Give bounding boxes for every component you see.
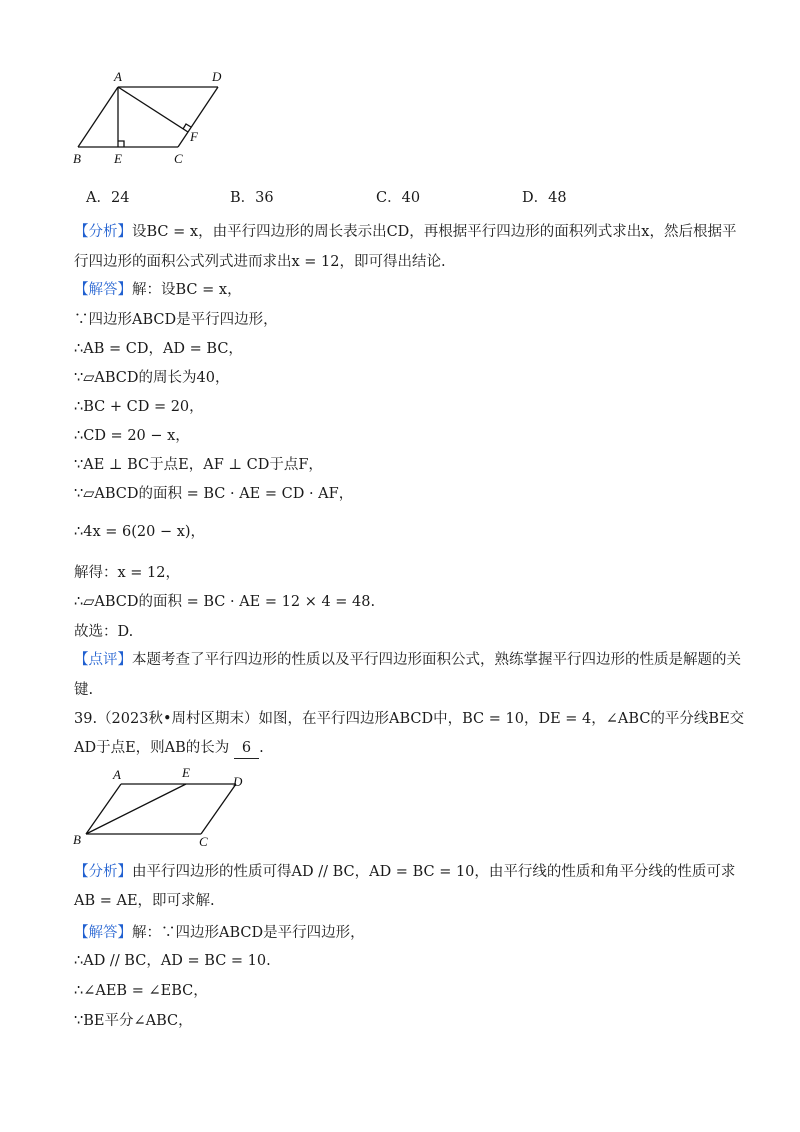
analysis-2-line-2: AB = AE，即可求解. — [74, 893, 215, 909]
choice-c: C．40 — [376, 190, 421, 206]
choice-a: A．24 — [86, 190, 130, 206]
solution-tag: 【解答】 — [74, 282, 132, 298]
solution-1-line-3: ∴AB = CD，AD = BC， — [74, 341, 243, 357]
answer-blank: 6 — [234, 738, 259, 759]
altitude-af — [118, 87, 188, 132]
label-f: F — [190, 129, 198, 144]
comment-tag: 【点评】 — [74, 652, 132, 668]
segment-ab — [86, 784, 121, 834]
label-a: A — [113, 767, 121, 782]
solution-1-line-2: ∵四边形ABCD是平行四边形， — [74, 312, 278, 328]
label-e: E — [182, 765, 190, 780]
solution-1-line-5: ∴BC + CD = 20， — [74, 399, 204, 415]
right-angle-mark-e — [118, 141, 124, 147]
label-d: D — [233, 774, 243, 789]
segment-dc — [178, 87, 218, 147]
solution-2-line-2: ∴AD // BC，AD = BC = 10. — [74, 953, 271, 969]
solution-2-line-1: 【解答】解：∵四边形ABCD是平行四边形， — [74, 925, 365, 941]
segment-ab — [78, 87, 118, 147]
solution-1-line-4: ∵▱ABCD的周长为40， — [74, 370, 230, 386]
solution-1-line-7: ∵AE ⊥ BC于点E，AF ⊥ CD于点F， — [74, 457, 323, 473]
comment-line-1: 【点评】本题考查了平行四边形的性质以及平行四边形面积公式，熟练掌握平行四边形的性质是解题的关 — [74, 652, 741, 668]
choice-d: D．48 — [522, 190, 567, 206]
bisector-be — [86, 784, 186, 834]
solution-1-line-1: 【解答】解：设BC = x， — [74, 282, 242, 298]
problem-39-line-1: 39.（2023秋•周村区期末）如图，在平行四边形ABCD中，BC = 10，DE = 4，∠ABC的平分线BE交 — [74, 711, 745, 727]
solution-2-line-4: ∵BE平分∠ABC， — [74, 1013, 193, 1029]
solution-1-line-9: ∴4x = 6(20 − x)， — [74, 524, 206, 540]
analysis-2-line-1: 【分析】由平行四边形的性质可得AD // BC，AD = BC = 10，由平行线的性质和角平分线的性质可求 — [74, 864, 736, 880]
label-d: D — [212, 69, 222, 84]
label-b: B — [73, 151, 81, 166]
problem-39-line-2: AD于点E，则AB的长为 6 . — [74, 738, 740, 759]
label-e: E — [114, 151, 122, 166]
solution-1-line-12: 故选：D. — [74, 624, 134, 640]
label-a: A — [114, 69, 122, 84]
solution-1-line-10: 解得：x = 12， — [74, 565, 180, 581]
segment-dc — [201, 784, 236, 834]
comment-line-2: 键. — [74, 682, 94, 698]
analysis-1-line-1: 【分析】设BC = x，由平行四边形的周长表示出CD，再根据平行四边形的面积列式求出x，然后根据平 — [74, 224, 737, 240]
analysis-1-line-2: 行四边形的面积公式列式进而求出x = 12，即可得出结论. — [74, 254, 446, 270]
solution-1-line-6: ∴CD = 20 − x， — [74, 428, 190, 444]
solution-1-line-8: ∵▱ABCD的面积 = BC · AE = CD · AF， — [74, 486, 354, 502]
problem-number: 39. — [74, 711, 98, 727]
solution-2-line-3: ∴∠AEB = ∠EBC， — [74, 983, 208, 999]
figure-parallelogram-bisector — [68, 764, 258, 854]
label-c: C — [199, 834, 208, 849]
figure-parallelogram-altitudes — [70, 66, 220, 170]
choice-b: B．36 — [230, 190, 274, 206]
label-b: B — [73, 832, 81, 847]
solution-1-line-11: ∴▱ABCD的面积 = BC · AE = 12 × 4 = 48. — [74, 594, 376, 610]
solution-tag: 【解答】 — [74, 925, 132, 941]
label-c: C — [174, 151, 183, 166]
analysis-tag: 【分析】 — [74, 864, 132, 880]
analysis-tag: 【分析】 — [74, 224, 132, 240]
